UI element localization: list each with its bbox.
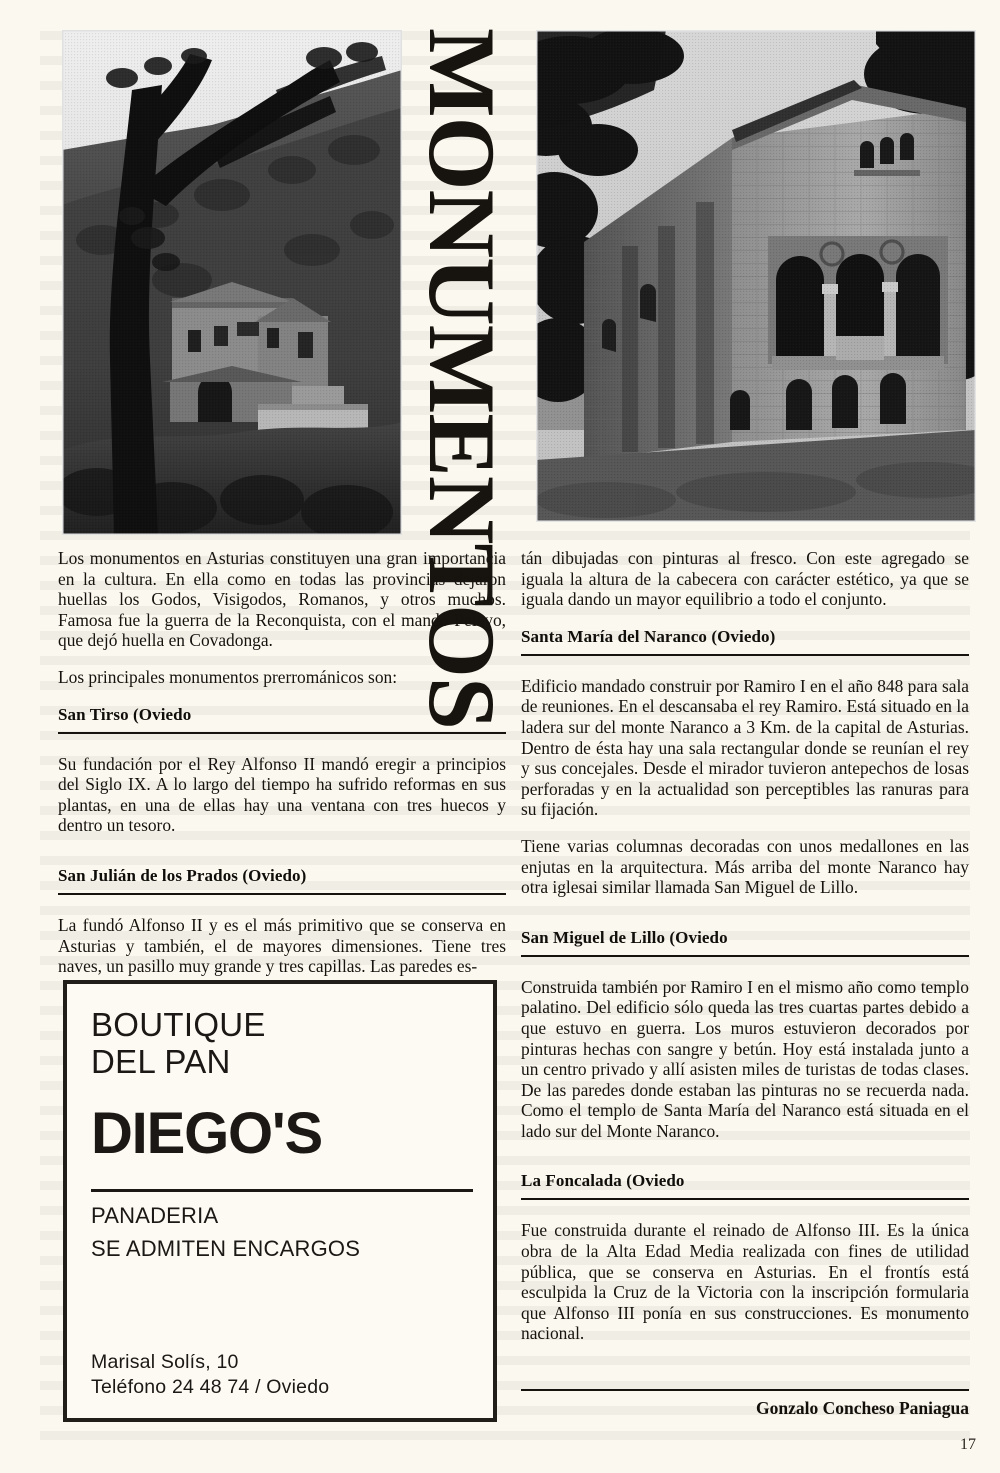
right-column (521, 548, 969, 1360)
spacer (58, 852, 506, 861)
advertisement-content (67, 984, 493, 1418)
ad-service-line2: SE ADMITEN ENCARGOS (91, 1236, 361, 1261)
photo-left (62, 30, 402, 535)
intro-paragraph: Los monumentos en Asturias constituyen una gran importancia en la cultura. En ella como en todas las provincias dejaron huellas los Godos, Visigodos, Romanos, y otros muchos. Famosa fue la guerra de la Reconquista, con el mando Pelayo, que dejó huella en Covadonga. (58, 548, 506, 651)
advertisement-box[interactable] (63, 980, 497, 1422)
spacer (521, 914, 969, 923)
page-number: 17 (960, 1436, 976, 1453)
section-rule (58, 893, 506, 895)
page-title: MONUMENTOS (409, 28, 515, 729)
section-rule (521, 654, 969, 656)
ad-contact (91, 1350, 329, 1400)
section-heading-santa-maria-naranco: Santa María del Naranco (Oviedo) (521, 626, 776, 646)
spacer (521, 1157, 969, 1166)
ad-phone: Teléfono 24 48 74 / Oviedo (91, 1376, 330, 1398)
section-rule (521, 955, 969, 957)
section-heading-san-tirso: San Tirso (Oviedo (58, 704, 192, 724)
ad-boutique-line1: BOUTIQUE (91, 1006, 266, 1043)
photo-right (536, 30, 976, 522)
ad-services (91, 1199, 360, 1265)
section-heading-san-julian: San Julián de los Prados (Oviedo) (58, 865, 307, 885)
lead-paragraph: Los principales monumentos prerrománicos son: (58, 666, 398, 687)
photo-right-image (536, 30, 976, 522)
ad-service-line1: PANADERIA (91, 1203, 219, 1228)
photo-left-image (62, 30, 402, 535)
continuation-paragraph: tán dibujadas con pinturas al fresco. Con este agregado se iguala la altura de la cabecera con carácter estético, ya que se iguala dando un mayor equilibrio a todo el conjunto. (521, 548, 969, 610)
section-rule (58, 732, 506, 734)
section-body-san-julian: La fundó Alfonso II y es el más primitivo que se conserva en Asturias y también, el de mayores dimensiones. Tiene tres naves, un pasillo muy grande y tres capillas. Las paredes es- (58, 914, 506, 977)
section-body-naranco-1: Edificio mandado construir por Ramiro I en el año 848 para sala de reuniones. En el descansaba el rey Ramiro. Está situado en la ladera sur del monte Naranco a 3 Km. de la capital de Asturias. Dentro de ésta hay una sala rectangular donde se reunían el rey y sus concejales. Desde el mirador tuvieron antepechos de losas perforadas y en la actualidad son perceptibles las ranuras para su fijación. (521, 675, 969, 820)
section-heading-san-miguel-lillo: San Miguel de Lillo (Oviedo (521, 927, 728, 947)
section-body-san-miguel: Construida también por Ramiro I en el mismo año como templo palatino. Del edificio sólo queda las tres cuartas partes debido a que estuvo en guerra. Los muros estuvieron decorados por pinturas hechas con sangre y betún. Hoy está instalada junto a un centro privado y allí asisten miles de turistas de todas clases. De las paredes donde estaban las pinturas no se recuerda nada. Como el templo de Santa María del Naranco está situada en el lado sur del Monte Naranco. (521, 976, 969, 1141)
ad-brand-name: DIEGO'S (91, 1101, 322, 1166)
section-body-foncalada: Fue construida durante el reinado de Alfonso III. Es la única obra de la Alta Edad Media realizada con fines de utilidad pública, que se conserva en Asturias. En el frontís está esculpida la Cruz de la Victoria con la inscripción formularia que Alfonso III ponía en sus construcciones. Es monumento nacional. (521, 1220, 969, 1344)
author-rule (521, 1389, 969, 1391)
section-body-san-tirso: Su fundación por el Rey Alfonso II mandó eregir a principios del Siglo IX. A lo largo del tiempo ha sufrido reformas en sus plantas, en una de ellas hay una ventana con tres huecos y dentro un tesoro. (58, 753, 506, 836)
author-byline: Gonzalo Concheso Paniagua (756, 1398, 969, 1418)
ad-boutique-heading (91, 1006, 266, 1080)
section-rule (521, 1198, 969, 1200)
section-heading-la-foncalada: La Foncalada (Oviedo (521, 1171, 685, 1191)
left-column (58, 548, 506, 993)
ad-boutique-line2: DEL PAN (91, 1043, 231, 1080)
section-body-naranco-2: Tiene varias columnas decoradas con unos medallones en las enjutas en la arquitectura. Más arriba del monte Naranco hay otra iglesai similar llamada San Miguel de Lillo. (521, 835, 969, 898)
ad-address: Marisal Solís, 10 (91, 1351, 239, 1373)
ad-divider-rule (91, 1189, 473, 1192)
